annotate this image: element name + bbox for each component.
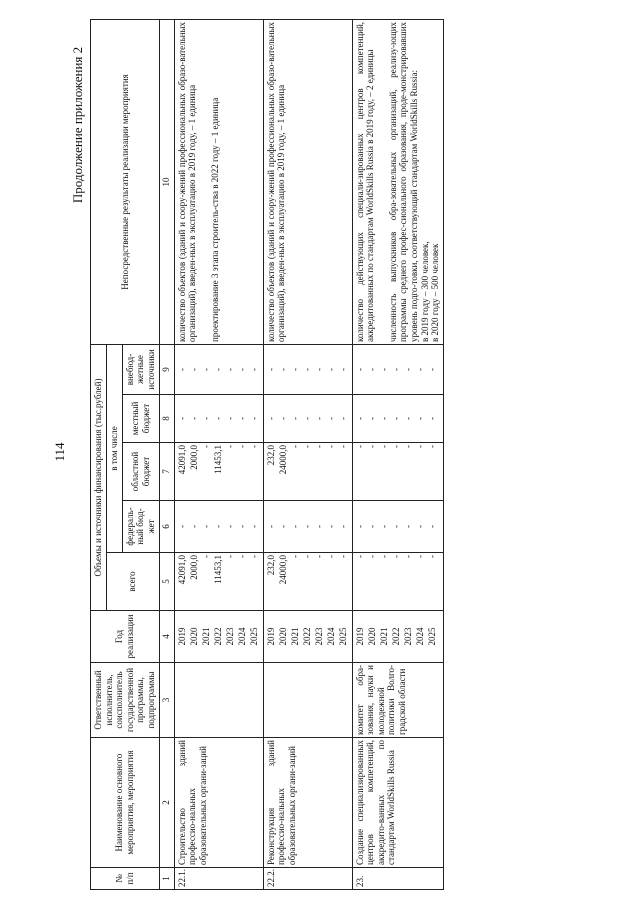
extra-value: - [212, 367, 223, 371]
year-list [352, 611, 443, 663]
federal-list [352, 501, 443, 553]
header-including: в том числе [106, 344, 122, 552]
extra-value: - [248, 367, 259, 371]
local-value: - [200, 417, 211, 420]
total-value: - [414, 555, 425, 558]
federal-value: - [277, 525, 288, 528]
federal-value: - [236, 525, 247, 528]
regional-value: - [224, 445, 235, 448]
year-list [263, 611, 352, 663]
total-value: 24000,0 [277, 555, 288, 585]
regional-value: 42091,0 [176, 445, 187, 475]
local-value: - [212, 417, 223, 420]
year-value: 2022 [390, 627, 401, 646]
regional-value: - [337, 445, 348, 448]
federal-value: - [390, 525, 401, 528]
regional-value: - [414, 445, 425, 448]
regional-value: - [313, 445, 324, 448]
federal-value: - [313, 525, 324, 528]
total-value: 232,0 [265, 555, 276, 576]
result-text: количество действующих специали-зированных центров компетенций, аккредитованных по стандартам WorldSkills Russia в 2019 году, – 2 единицы [354, 21, 376, 342]
responsible-executor [263, 663, 352, 738]
continuation-title: Продолжение приложения 2 [70, 46, 85, 204]
local-value: - [426, 417, 437, 420]
column-number: 2 [159, 738, 174, 868]
regional-value: - [426, 445, 437, 448]
column-number: 7 [159, 443, 174, 501]
local-value: - [176, 417, 187, 420]
federal-value: - [289, 525, 300, 528]
total-value: - [301, 555, 312, 558]
regional-list [263, 443, 352, 501]
year-value: 2023 [224, 627, 235, 646]
extra-value: - [265, 367, 276, 371]
federal-value: - [402, 525, 413, 528]
regional-value: - [378, 445, 389, 448]
program-table-sheet [90, 20, 625, 890]
regional-value: - [289, 445, 300, 448]
year-value: 2022 [212, 627, 223, 646]
local-value: - [337, 417, 348, 420]
extra-value: - [224, 367, 235, 371]
federal-value: - [188, 525, 199, 528]
header-no: № п/п [91, 868, 160, 890]
total-list [352, 553, 443, 611]
extra-value: - [236, 367, 247, 371]
extra-value: - [426, 367, 437, 371]
regional-value: - [354, 445, 365, 448]
column-number: 9 [159, 344, 174, 394]
result-cell [263, 19, 352, 344]
extra-value: - [200, 367, 211, 371]
header-name: Наименование основного мероприятия, мероприятия [91, 738, 160, 868]
year-value: 2020 [277, 627, 288, 646]
extra-value: - [313, 367, 324, 371]
table-row [352, 19, 443, 889]
column-number: 4 [159, 611, 174, 663]
total-value: - [378, 555, 389, 558]
total-value: - [236, 555, 247, 558]
federal-value: - [200, 525, 211, 528]
local-value: - [236, 417, 247, 420]
result-text: количество объектов (зданий и соору-жений профессиональных образо-вательных организаций), введен-ных в эксплуатацию в 2019 году, – 1 единица [265, 21, 287, 342]
year-value: 2019 [176, 627, 187, 646]
year-value: 2019 [354, 627, 365, 646]
year-value: 2023 [313, 627, 324, 646]
regional-list [174, 443, 263, 501]
page-number: 114 [52, 442, 67, 462]
header-extra: внебюд-жетные источники [122, 344, 159, 394]
header-regional: областной бюджет [122, 443, 159, 501]
total-value: 11453,1 [212, 555, 223, 584]
regional-value: 11453,1 [212, 445, 223, 474]
header-funding: Объемы и источники финансирования (тыс.рублей) [91, 344, 107, 610]
regional-value: - [366, 445, 377, 448]
total-value: - [366, 555, 377, 558]
header-year: Год реализации [91, 611, 160, 663]
column-number-row [159, 19, 174, 889]
federal-value: - [301, 525, 312, 528]
table-row [263, 19, 352, 889]
local-value: - [188, 417, 199, 420]
year-value: 2020 [188, 627, 199, 646]
total-list [263, 553, 352, 611]
year-value: 2021 [378, 627, 389, 646]
responsible-executor: комитет обра-зования, науки и молодежной политики Волго-градской области [352, 663, 443, 738]
local-value: - [313, 417, 324, 420]
federal-value: - [212, 525, 223, 528]
extra-list [174, 344, 263, 394]
regional-value: - [236, 445, 247, 448]
regional-list [352, 443, 443, 501]
row-number: 22.1. [174, 868, 263, 890]
extra-value: - [390, 367, 401, 371]
total-value: - [200, 555, 211, 558]
year-value: 2023 [402, 627, 413, 646]
responsible-executor [174, 663, 263, 738]
local-value: - [265, 417, 276, 420]
regional-value: 2000,0 [188, 445, 199, 470]
local-value: - [414, 417, 425, 420]
local-value: - [366, 417, 377, 420]
column-number: 1 [159, 868, 174, 890]
regional-value: - [402, 445, 413, 448]
local-value: - [402, 417, 413, 420]
total-value: - [402, 555, 413, 558]
total-value: - [337, 555, 348, 558]
table-row [174, 19, 263, 889]
year-value: 2024 [325, 627, 336, 646]
extra-value: - [366, 367, 377, 371]
header-local: местный бюджет [122, 395, 159, 443]
measure-name: Строительство зданий профессио-нальных образовательных органи-заций [174, 738, 263, 868]
result-text: проектирование 3 этапа строитель-ства в 2022 году – 1 единица [209, 97, 220, 342]
column-number: 8 [159, 395, 174, 443]
federal-list [263, 501, 352, 553]
local-value: - [325, 417, 336, 420]
header-responsible: Ответственный исполнитель, соисполнитель государственной программы, подпрограммы [91, 663, 160, 738]
result-text: численность выпускников обра-зовательных организаций, реализу-ющих программы среднего профес-сионального образования, проде-монстрировавших уровень подго-товки, соответствующий стандартам WorldSkills Russia: [387, 21, 420, 342]
federal-value: - [337, 525, 348, 528]
federal-value: - [176, 525, 187, 528]
local-value: - [354, 417, 365, 420]
total-value: - [224, 555, 235, 558]
local-value: - [390, 417, 401, 420]
federal-value: - [426, 525, 437, 528]
total-value: - [313, 555, 324, 558]
regional-value: - [325, 445, 336, 448]
total-value: - [390, 555, 401, 558]
year-value: 2024 [236, 627, 247, 646]
total-list [174, 553, 263, 611]
year-value: 2025 [426, 627, 437, 646]
extra-value: - [188, 367, 199, 371]
row-number: 22.2. [263, 868, 352, 890]
result-cell [174, 19, 263, 344]
year-value: 2020 [366, 627, 377, 646]
local-value: - [301, 417, 312, 420]
extra-value: - [277, 367, 288, 371]
program-table [90, 19, 444, 890]
regional-value: - [390, 445, 401, 448]
measure-name: Реконструкция зданий профессио-нальных образовательных органи-заций [263, 738, 352, 868]
column-number: 5 [159, 553, 174, 611]
local-value: - [248, 417, 259, 420]
extra-value: - [176, 367, 187, 371]
total-value: - [354, 555, 365, 558]
extra-list [263, 344, 352, 394]
year-value: 2021 [289, 627, 300, 646]
year-list [174, 611, 263, 663]
result-text: в 2020 году – 500 человек [430, 243, 441, 342]
federal-list [174, 501, 263, 553]
local-list [352, 395, 443, 443]
extra-value: - [402, 367, 413, 371]
local-list [263, 395, 352, 443]
federal-value: - [414, 525, 425, 528]
result-text: в 2019 году – 300 человек, [419, 241, 430, 342]
total-value: - [426, 555, 437, 558]
federal-value: - [265, 525, 276, 528]
regional-value: - [301, 445, 312, 448]
year-value: 2025 [248, 627, 259, 646]
total-value: - [248, 555, 259, 558]
year-value: 2022 [301, 627, 312, 646]
total-value: 42091,0 [176, 555, 187, 585]
extra-value: - [414, 367, 425, 371]
extra-value: - [289, 367, 300, 371]
federal-value: - [224, 525, 235, 528]
total-value: - [289, 555, 300, 558]
federal-value: - [366, 525, 377, 528]
regional-value: 24000,0 [277, 445, 288, 475]
header-federal: федераль-ный бюд-жет [122, 501, 159, 553]
year-value: 2024 [414, 627, 425, 646]
column-number: 10 [159, 19, 174, 344]
year-value: 2021 [200, 627, 211, 646]
extra-value: - [337, 367, 348, 371]
result-cell [352, 19, 443, 344]
extra-value: - [354, 367, 365, 371]
year-value: 2019 [265, 627, 276, 646]
total-value: - [325, 555, 336, 558]
row-number: 23. [352, 868, 443, 890]
extra-value: - [301, 367, 312, 371]
regional-value: 232,0 [265, 445, 276, 466]
local-value: - [224, 417, 235, 420]
local-value: - [277, 417, 288, 420]
regional-value: - [200, 445, 211, 448]
federal-value: - [248, 525, 259, 528]
result-text: количество объектов (зданий и соору-жений профессиональных образо-вательных организаций), введен-ных в эксплуатацию в 2019 году, – 1 единица [176, 21, 198, 342]
regional-value: - [248, 445, 259, 448]
local-value: - [289, 417, 300, 420]
federal-value: - [354, 525, 365, 528]
local-value: - [378, 417, 389, 420]
column-number: 6 [159, 501, 174, 553]
measure-name: Создание специализированных центров компетенций, аккредито-ванных по стандартам WorldSkills Russia [352, 738, 443, 868]
column-number: 3 [159, 663, 174, 738]
extra-list [352, 344, 443, 394]
federal-value: - [378, 525, 389, 528]
extra-value: - [378, 367, 389, 371]
total-value: 2000,0 [188, 555, 199, 580]
federal-value: - [325, 525, 336, 528]
local-list [174, 395, 263, 443]
header-total: всего [106, 553, 159, 611]
header-results: Непосредственные результаты реализации мероприятия [91, 19, 160, 344]
year-value: 2025 [337, 627, 348, 646]
extra-value: - [325, 367, 336, 371]
